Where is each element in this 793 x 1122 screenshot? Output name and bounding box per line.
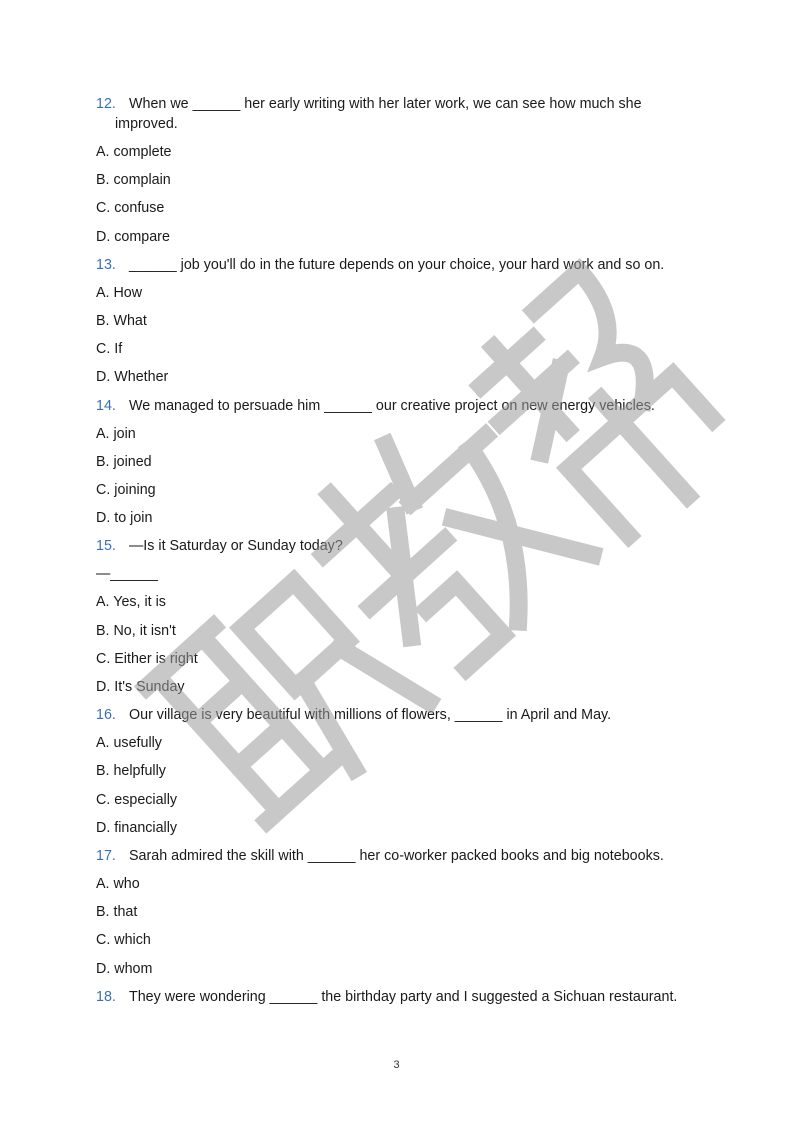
option-b: B. complain	[96, 172, 171, 189]
option-d: D. compare	[96, 228, 170, 245]
question-16	[96, 705, 716, 725]
option-a: A. who	[96, 875, 140, 892]
option-a: A. Yes, it is	[96, 594, 166, 611]
option-b: B. joined	[96, 453, 152, 470]
option-d: D. financially	[96, 819, 178, 836]
option-b: B. What	[96, 312, 147, 329]
option-a: A. usefully	[96, 735, 162, 752]
option-c: C. If	[96, 341, 123, 358]
option-c: C. joining	[96, 481, 156, 498]
option-a: A. join	[96, 425, 136, 442]
option-a: A. How	[96, 284, 143, 301]
question-text: —Is it Saturday or Sunday today?	[129, 538, 343, 555]
question-text: Sarah admired the skill with ______ her co-worker packed books and big notebooks.	[129, 847, 664, 864]
question-number: 12.	[96, 96, 116, 112]
page-number: 3	[393, 1059, 400, 1071]
question-text: Our village is very beautiful with millions of flowers, ______ in April and May.	[129, 707, 612, 724]
question-text: When we ______ her early writing with her later work, we can see how much she improved.	[129, 94, 716, 134]
question-15	[96, 536, 716, 556]
option-c: C. Either is right	[96, 650, 198, 667]
question-text: ______ job you'll do in the future depends on your choice, your hard work and so on.	[129, 256, 665, 273]
question-14	[96, 396, 716, 416]
option-b: B. No, it isn't	[96, 622, 176, 639]
dialogue-answer-blank: —______	[96, 566, 159, 583]
question-17	[96, 846, 716, 866]
option-d: D. to join	[96, 510, 153, 527]
option-a: A. complete	[96, 144, 172, 160]
option-b: B. helpfully	[96, 763, 166, 780]
question-list	[96, 94, 716, 1015]
question-number: 18.	[96, 988, 116, 1005]
question-number: 13.	[96, 256, 116, 273]
option-d: D. Whether	[96, 369, 169, 386]
question-number: 17.	[96, 847, 116, 864]
option-b: B. that	[96, 904, 138, 921]
question-number: 16.	[96, 707, 116, 724]
option-c: C. especially	[96, 791, 178, 808]
question-number: 15.	[96, 538, 116, 555]
question-13	[96, 255, 716, 275]
option-d: D. It's Sunday	[96, 679, 185, 695]
question-18	[96, 987, 716, 1007]
question-text: We managed to persuade him ______ our creative project on new energy vehicles.	[129, 397, 655, 414]
question-number: 14.	[96, 397, 116, 414]
question-12	[96, 94, 716, 134]
option-c: C. which	[96, 932, 151, 949]
option-c: C. confuse	[96, 200, 165, 217]
option-d: D. whom	[96, 960, 153, 977]
question-text: They were wondering ______ the birthday party and I suggested a Sichuan restaurant.	[129, 988, 678, 1005]
question-text-continued: improved.	[115, 116, 178, 132]
